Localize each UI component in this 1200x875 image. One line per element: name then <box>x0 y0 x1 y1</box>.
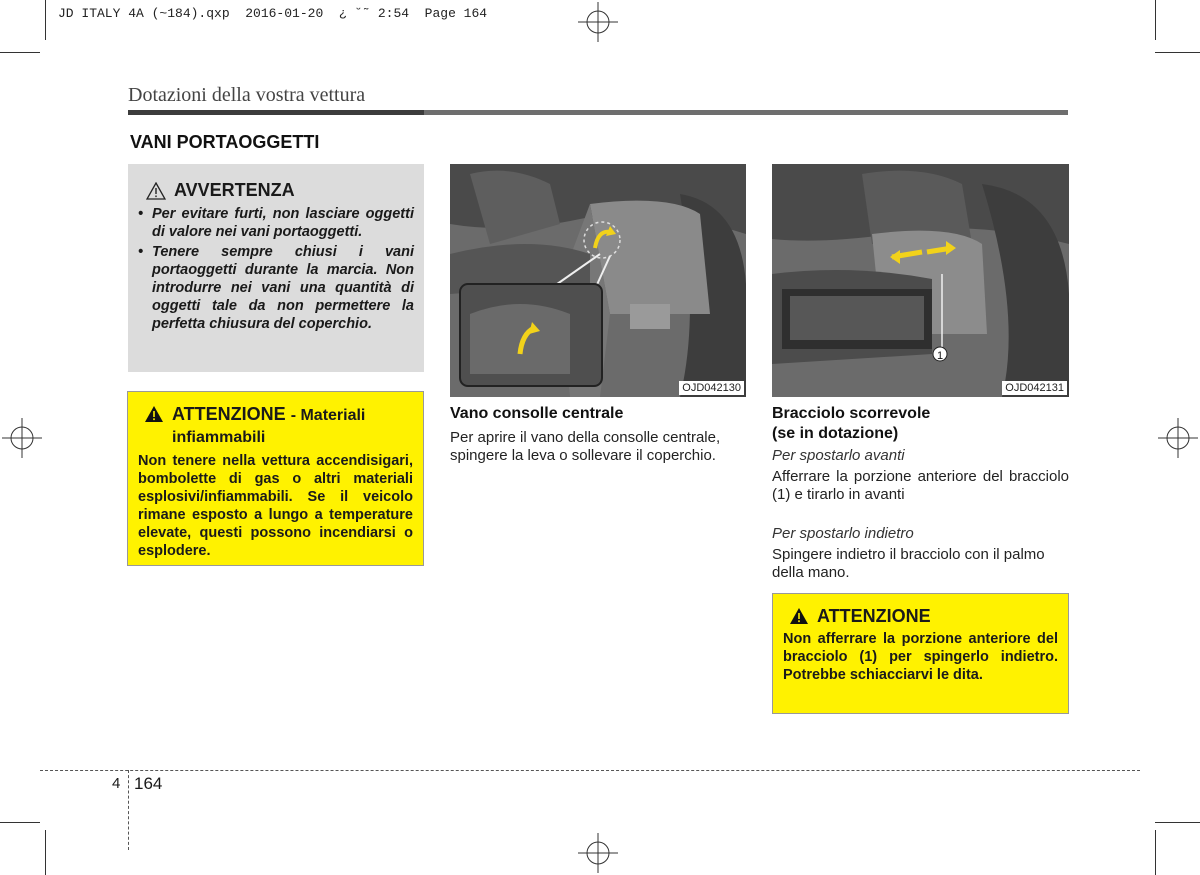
backward-text: Spingere indietro il bracciolo con il palmo della mano. <box>772 546 1045 581</box>
warning-item: • Tenere sempre chiusi i vani portaoggetti durante la marcia. Non introdurre nei vani una quantità di oggetti tale da non permettere la perfetta chiusura del coperchio. <box>138 243 414 333</box>
backward-label: Per spostarlo indietro <box>772 525 914 542</box>
console-illustration <box>450 164 746 397</box>
caution-title-row <box>138 404 413 448</box>
registration-target-icon <box>2 418 42 458</box>
page-number: 164 <box>134 774 163 793</box>
warning-triangle-filled-icon <box>789 607 809 625</box>
chapter-number: 4 <box>112 775 121 792</box>
caution-title-suffix: - Materiali <box>290 407 366 424</box>
footer-divider <box>128 770 129 850</box>
crop-mark-icon <box>45 830 46 875</box>
caution-title-main: ATTENZIONE <box>172 404 286 424</box>
caution-title-line2: infiammabili <box>172 429 266 446</box>
caution-armrest-box <box>772 593 1069 714</box>
console-text: Per aprire il vano della consolle centrale, spingere la leva o sollevare il coperchio. <box>450 429 721 464</box>
console-section <box>450 404 746 465</box>
warning-title: AVVERTENZA <box>174 180 295 200</box>
image-code: OJD042130 <box>679 381 744 395</box>
warning-list <box>138 205 414 333</box>
section-header: Dotazioni della vostra vettura <box>128 84 366 106</box>
warning-triangle-outline-icon <box>146 182 166 200</box>
crop-mark-icon <box>45 0 46 40</box>
forward-text: Afferrare la porzione anteriore del bracciolo (1) e tirarlo in avanti <box>772 468 1069 503</box>
caution-title-row <box>783 606 1058 626</box>
print-header: JD ITALY 4A (~184).qxp 2016-01-20 ¿ ˘˜ 2:54 Page 164 <box>58 6 488 21</box>
header-rule-accent <box>128 110 424 115</box>
image-code: OJD042131 <box>1002 381 1067 395</box>
callout-label: 1 <box>937 350 944 362</box>
armrest-illustration <box>772 164 1069 397</box>
caution-title <box>172 404 365 448</box>
footer-rule <box>40 770 1140 771</box>
warning-title-row <box>146 180 414 201</box>
registration-target-icon <box>1158 418 1198 458</box>
caution-title: ATTENZIONE <box>817 606 931 626</box>
crop-mark-icon <box>0 52 40 53</box>
warning-box <box>128 164 424 372</box>
armrest-photo <box>772 164 1069 397</box>
caution-text: Non tenere nella vettura accendisigari, bombolette di gas o altri materiali esplosivi/infiammabili. Se il veicolo rimane esposto a lungo a temperature elevate, questi possono incendiarsi o esplodere. <box>138 453 413 559</box>
console-photo <box>450 164 746 397</box>
registration-target-icon <box>578 833 618 873</box>
crop-mark-icon <box>1155 830 1156 875</box>
armrest-title-line2: (se in dotazione) <box>772 425 899 442</box>
forward-label: Per spostarlo avanti <box>772 447 905 464</box>
caution-flammable-box <box>127 391 424 566</box>
crop-mark-icon <box>1155 822 1200 823</box>
armrest-section <box>772 404 1069 582</box>
warning-triangle-filled-icon <box>144 405 164 423</box>
registration-target-icon <box>578 2 618 42</box>
console-title: Vano consolle centrale <box>450 405 624 422</box>
warning-item: • Per evitare furti, non lasciare oggetti di valore nei vani portaoggetti. <box>138 205 414 241</box>
page-title: VANI PORTAOGGETTI <box>130 132 320 152</box>
armrest-title: Bracciolo scorrevole <box>772 405 931 422</box>
caution-text: Non afferrare la porzione anteriore del bracciolo (1) per spingerlo indietro. Potrebbe schiacciarvi le dita. <box>783 631 1058 683</box>
crop-mark-icon <box>1155 52 1200 53</box>
crop-mark-icon <box>1155 0 1156 40</box>
crop-mark-icon <box>0 822 40 823</box>
